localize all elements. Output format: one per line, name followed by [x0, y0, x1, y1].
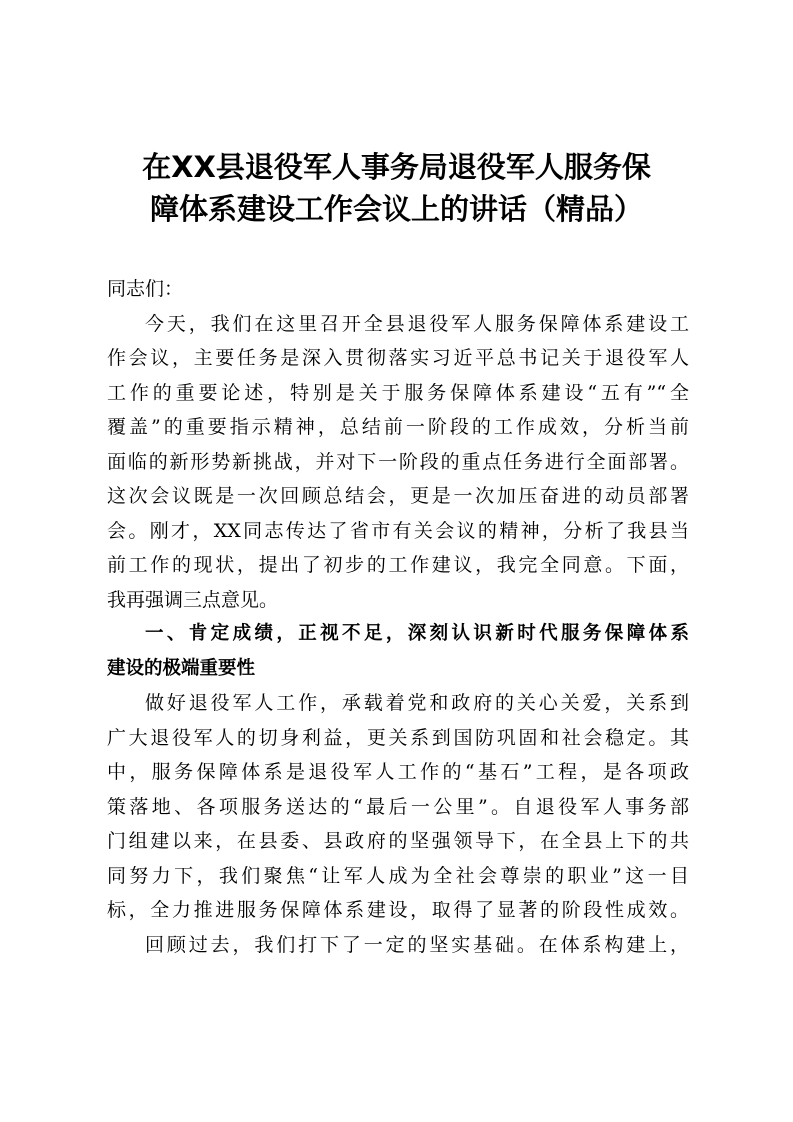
title-line-1: 在XX县退役军人事务局退役军人服务保 [142, 150, 651, 184]
paragraph-line: 回顾过去，我们打下了一定的坚实基础。在体系构建上， [145, 933, 689, 956]
paragraph-line: 策落地、各项服务送达的“最后一公里”。自退役军人事务部 [107, 795, 689, 818]
paragraph-line: 广大退役军人的切身利益，更关系到国防巩固和社会稳定。其 [107, 726, 689, 749]
paragraph-line: 会。刚才，XX同志传达了省市有关会议的精神，分析了我县当 [107, 519, 689, 542]
paragraph-line: 门组建以来，在县委、县政府的坚强领导下，在全县上下的共 [107, 830, 689, 852]
paragraph-line: 做好退役军人工作，承载着党和政府的关心关爱，关系到 [145, 692, 689, 714]
document-body [107, 272, 689, 962]
document-title [90, 146, 703, 230]
paragraph-line: 标，全力推进服务保障体系建设，取得了显著的阶段性成效。 [107, 899, 689, 921]
paragraph-line: 中，服务保障体系是退役军人工作的“基石”工程，是各项政 [107, 761, 689, 783]
section-heading-line: 一、肯定成绩，正视不足，深刻认识新时代服务保障体系 [145, 623, 689, 644]
paragraph-line: 这次会议既是一次回顾总结会，更是一次加压奋进的动员部署 [107, 485, 689, 507]
paragraph-line: 同努力下，我们聚焦“让军人成为全社会尊崇的职业”这一目 [107, 864, 689, 887]
paragraph-line: 作会议，主要任务是深入贯彻落实习近平总书记关于退役军人 [107, 347, 689, 369]
paragraph-line: 我再强调三点意见。 [107, 588, 279, 611]
paragraph-line: 工作的重要论述，特别是关于服务保障体系建设“五有”“全 [107, 381, 689, 404]
title-line-2: 障体系建设工作会议上的讲话（精品） [149, 192, 643, 226]
paragraph-line: 今天，我们在这里召开全县退役军人服务保障体系建设工 [145, 312, 689, 335]
section-heading-line: 建设的极端重要性 [107, 657, 256, 679]
paragraph-line: 前工作的现状，提出了初步的工作建议，我完全同意。下面， [107, 554, 689, 576]
salutation: 同志们： [107, 278, 184, 300]
paragraph-line: 面临的新形势新挑战，并对下一阶段的重点任务进行全面部署。 [107, 450, 689, 473]
paragraph-line: 覆盖”的重要指示精神，总结前一阶段的工作成效，分析当前 [107, 416, 689, 438]
